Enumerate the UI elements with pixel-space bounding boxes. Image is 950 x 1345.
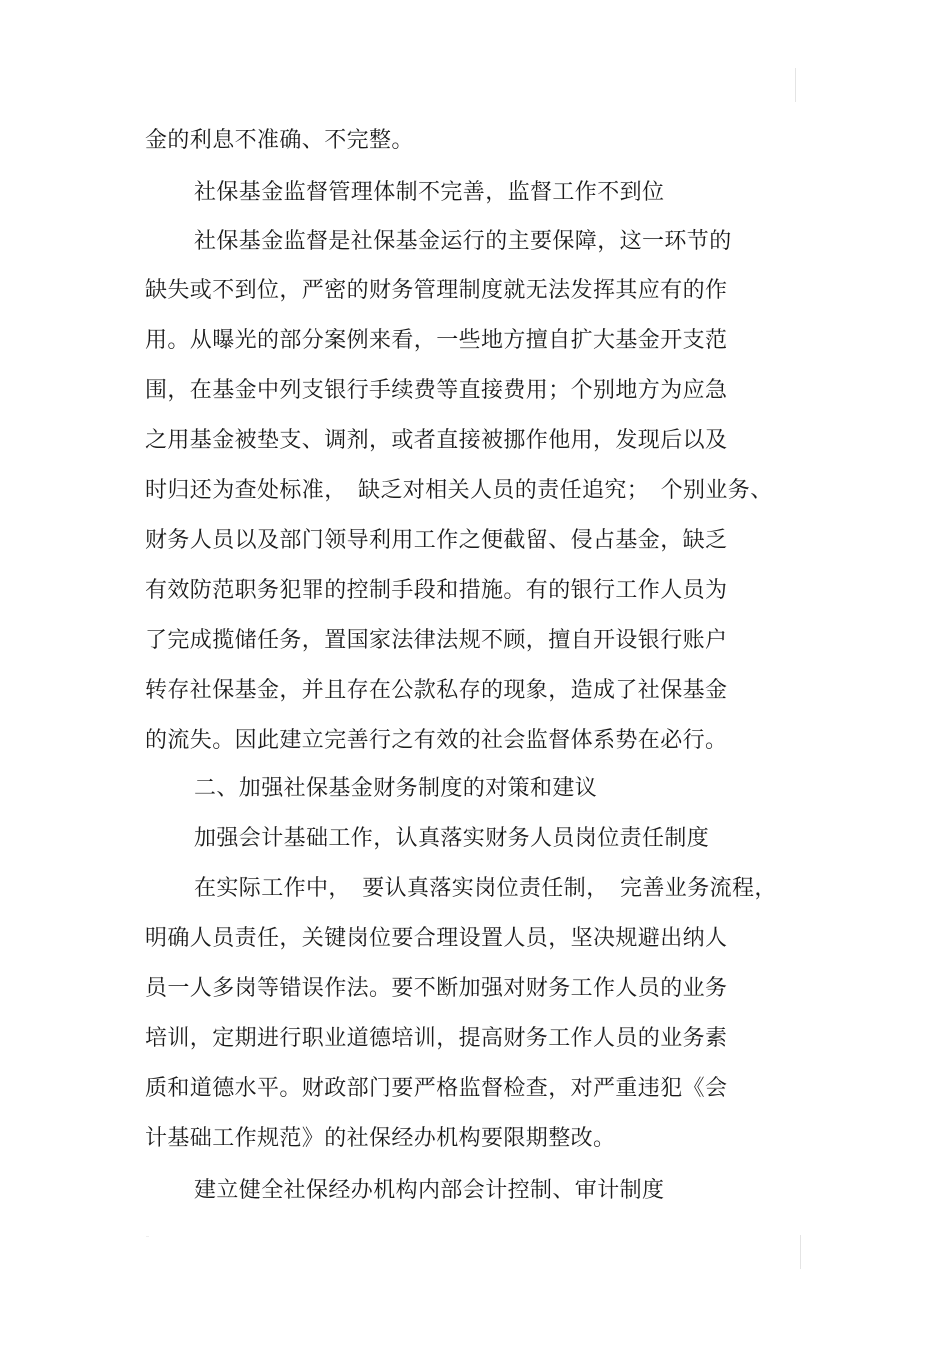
paragraph-line: 缺失或不到位，严密的财务管理制度就无法发挥其应有的作 bbox=[145, 278, 728, 303]
page-margin-mark-bottom bbox=[800, 1235, 801, 1269]
paragraph-line: 有效防范职务犯罪的控制手段和措施。有的银行工作人员为 bbox=[145, 578, 728, 603]
paragraph-line: 时归还为查处标准， 缺乏对相关人员的责任追究； 个别业务、 bbox=[145, 478, 773, 503]
paragraph-line: 计基础工作规范》的社保经办机构要限期整改。 bbox=[145, 1126, 616, 1151]
section-heading: 社保基金监督管理体制不完善，监督工作不到位 bbox=[194, 180, 665, 205]
paragraph-line: 明确人员责任，关键岗位要合理设置人员，坚决规避出纳人 bbox=[145, 926, 728, 951]
paragraph-line: 转存社保基金，并且存在公款私存的现象，造成了社保基金 bbox=[145, 678, 728, 703]
paragraph-line: 质和道德水平。财政部门要严格监督检查，对严重违犯《会 bbox=[145, 1076, 728, 1101]
page-margin-mark-top bbox=[795, 68, 796, 102]
paragraph-line: 金的利息不准确、不完整。 bbox=[145, 128, 414, 153]
paragraph-line: 了完成揽储任务，置国家法律法规不顾，擅自开设银行账户 bbox=[145, 628, 728, 653]
paragraph-line: 的流失。因此建立完善行之有效的社会监督体系势在必行。 bbox=[145, 728, 728, 753]
paragraph-line: 社保基金监督是社保基金运行的主要保障，这一环节的 bbox=[194, 229, 732, 254]
subsection-heading: 建立健全社保经办机构内部会计控制、审计制度 bbox=[194, 1178, 665, 1203]
section-heading: 二、加强社保基金财务制度的对策和建议 bbox=[194, 776, 598, 801]
paragraph-line: 在实际工作中， 要认真落实岗位责任制， 完善业务流程， bbox=[194, 876, 777, 901]
paragraph-line: 财务人员以及部门领导利用工作之便截留、侵占基金，缺乏 bbox=[145, 528, 728, 553]
paragraph-line: 培训，定期进行职业道德培训，提高财务工作人员的业务素 bbox=[145, 1026, 728, 1051]
subsection-heading: 加强会计基础工作，认真落实财务人员岗位责任制度 bbox=[194, 826, 710, 851]
page-margin-dot bbox=[146, 1236, 149, 1237]
paragraph-line: 围，在基金中列支银行手续费等直接费用；个别地方为应急 bbox=[145, 378, 728, 403]
paragraph-line: 之用基金被垫支、调剂，或者直接被挪作他用，发现后以及 bbox=[145, 428, 728, 453]
paragraph-line: 员一人多岗等错误作法。要不断加强对财务工作人员的业务 bbox=[145, 976, 728, 1001]
paragraph-line: 用。从曝光的部分案例来看，一些地方擅自扩大基金开支范 bbox=[145, 328, 728, 353]
